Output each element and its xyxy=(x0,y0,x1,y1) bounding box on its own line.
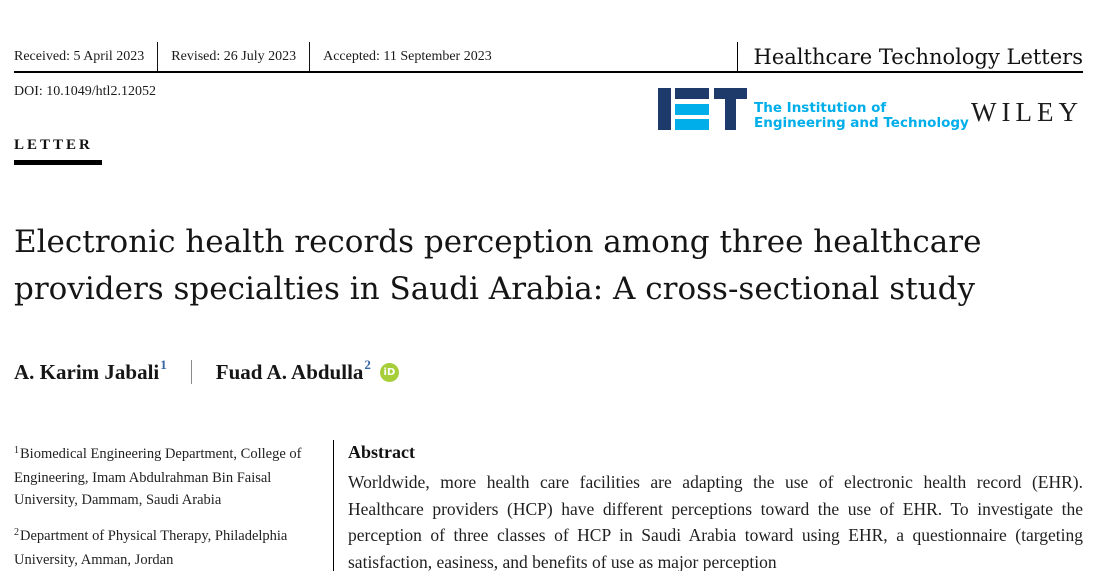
affiliation-2-text: Department of Physical Therapy, Philadelphia University, Amman, Jordan xyxy=(14,528,288,568)
meta-bar xyxy=(14,42,1083,73)
author-2-name: Fuad A. Abdulla xyxy=(215,359,364,384)
abstract-body: Worldwide, more health care facilities are adapting the use of electronic health record (EHR). Healthcare providers (HCP) have different perceptions toward the use of EHR. To investigate the perception of three classes of HCP in Saudi Arabia toward using EHR, a questionnaire (targeting satisfaction, easiness, and benefits of use as major perception xyxy=(348,472,1083,571)
author-1-name: A. Karim Jabali xyxy=(14,359,160,384)
journal-masthead: Healthcare Technology Letters xyxy=(737,42,1083,71)
publisher-logos xyxy=(658,88,1083,136)
article-title xyxy=(14,219,1083,313)
iet-logo-icon xyxy=(658,88,747,130)
front-matter-columns xyxy=(14,440,1083,571)
wiley-logo: WILEY xyxy=(971,97,1083,127)
article-type-underline xyxy=(14,160,102,165)
iet-tagline-line2: Engineering and Technology xyxy=(754,114,969,131)
article-title-line2: providers specialties in Saudi Arabia: A cross-sectional study xyxy=(14,271,975,307)
revised-date: Revised: 26 July 2023 xyxy=(158,42,310,71)
doi-text: DOI: 10.1049/htl2.12052 xyxy=(14,84,156,99)
affiliation-2 xyxy=(14,525,315,571)
affiliation-1 xyxy=(14,443,315,511)
accepted-date: Accepted: 11 September 2023 xyxy=(323,48,492,64)
author-divider xyxy=(191,360,192,384)
author-list xyxy=(14,356,399,388)
affiliation-1-ref: 1 xyxy=(14,445,19,456)
article-title-line1: Electronic health records perception among three healthcare xyxy=(14,224,982,260)
affiliations-column xyxy=(14,440,333,571)
affiliation-1-text: Biomedical Engineering Department, College of Engineering, Imam Abdulrahman Bin Faisal University, Dammam, Saudi Arabia xyxy=(14,446,302,508)
iet-letter-e xyxy=(675,88,709,130)
author-1 xyxy=(14,357,167,385)
iet-letter-t xyxy=(714,88,747,130)
article-type-label: LETTER xyxy=(14,137,93,153)
iet-letter-i xyxy=(658,88,671,130)
author-1-affiliation-ref: 1 xyxy=(160,357,167,372)
abstract-column xyxy=(333,440,1083,571)
received-date: Received: 5 April 2023 xyxy=(14,42,158,71)
abstract-heading: Abstract xyxy=(348,442,415,462)
iet-tagline-line1: The Institution of xyxy=(754,100,887,116)
affiliation-2-ref: 2 xyxy=(14,527,19,538)
iet-tagline xyxy=(754,101,969,131)
author-2-affiliation-ref: 2 xyxy=(364,357,371,372)
author-2 xyxy=(215,357,399,385)
manuscript-dates xyxy=(14,42,505,71)
orcid-icon[interactable]: iD xyxy=(380,363,399,382)
